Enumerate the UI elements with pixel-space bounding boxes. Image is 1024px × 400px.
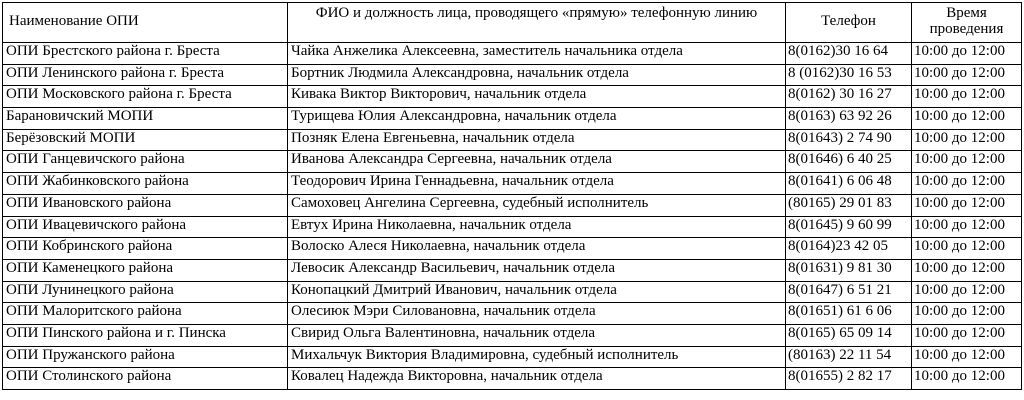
table-body — [3, 43, 1022, 390]
header-row — [3, 3, 1022, 43]
cell-person: Конопацкий Дмитрий Иванович, начальник отдела — [288, 281, 786, 303]
cell-person: Ковалец Надежда Викторовна, начальник отдела — [288, 368, 786, 390]
cell-name: ОПИ Лунинецкого района — [3, 281, 288, 303]
table-row — [3, 368, 1022, 390]
cell-name: ОПИ Пружанского района — [3, 346, 288, 368]
table-row — [3, 64, 1022, 86]
cell-phone: 8(0162) 30 16 27 — [786, 86, 912, 108]
cell-time: 10:00 до 12:00 — [912, 238, 1022, 260]
table-row — [3, 86, 1022, 108]
cell-time: 10:00 до 12:00 — [912, 108, 1022, 130]
cell-phone: (80165) 29 01 83 — [786, 194, 912, 216]
header-time: Время проведения — [912, 3, 1022, 43]
cell-time: 10:00 до 12:00 — [912, 346, 1022, 368]
cell-name: ОПИ Московского района г. Бреста — [3, 86, 288, 108]
header-person: ФИО и должность лица, проводящего «прямую» телефонную линию — [288, 3, 786, 43]
cell-person: Свирид Ольга Валентиновна, начальник отдела — [288, 324, 786, 346]
cell-time: 10:00 до 12:00 — [912, 86, 1022, 108]
table-row — [3, 129, 1022, 151]
cell-time: 10:00 до 12:00 — [912, 194, 1022, 216]
cell-name: ОПИ Каменецкого района — [3, 259, 288, 281]
cell-person: Олесиюк Мэри Силовановна, начальник отдела — [288, 303, 786, 325]
table-row — [3, 194, 1022, 216]
cell-person: Бортник Людмила Александровна, начальник отдела — [288, 64, 786, 86]
cell-phone: 8(01631) 9 81 30 — [786, 259, 912, 281]
cell-person: Волоско Алеся Николаевна, начальник отдела — [288, 238, 786, 260]
cell-time: 10:00 до 12:00 — [912, 368, 1022, 390]
table-row — [3, 108, 1022, 130]
cell-time: 10:00 до 12:00 — [912, 259, 1022, 281]
cell-time: 10:00 до 12:00 — [912, 324, 1022, 346]
table-row — [3, 43, 1022, 65]
cell-phone: 8(01655) 2 82 17 — [786, 368, 912, 390]
cell-person: Евтух Ирина Николаевна, начальник отдела — [288, 216, 786, 238]
cell-name: ОПИ Кобринского района — [3, 238, 288, 260]
cell-person: Позняк Елена Евгеньевна, начальник отдела — [288, 129, 786, 151]
cell-phone: 8(01651) 61 6 06 — [786, 303, 912, 325]
table-row — [3, 324, 1022, 346]
cell-time: 10:00 до 12:00 — [912, 281, 1022, 303]
cell-person: Теодорович Ирина Геннадьевна, начальник отдела — [288, 173, 786, 195]
cell-time: 10:00 до 12:00 — [912, 64, 1022, 86]
cell-time: 10:00 до 12:00 — [912, 151, 1022, 173]
cell-phone: 8(01643) 2 74 90 — [786, 129, 912, 151]
cell-name: ОПИ Столинского района — [3, 368, 288, 390]
cell-phone: 8(0163) 63 92 26 — [786, 108, 912, 130]
cell-person: Турищева Юлия Александровна, начальник отдела — [288, 108, 786, 130]
cell-phone: 8(0162)30 16 64 — [786, 43, 912, 65]
table-row — [3, 216, 1022, 238]
cell-phone: 8(01645) 9 60 99 — [786, 216, 912, 238]
cell-time: 10:00 до 12:00 — [912, 43, 1022, 65]
table-row — [3, 238, 1022, 260]
cell-name: Барановичский МОПИ — [3, 108, 288, 130]
table-row — [3, 173, 1022, 195]
cell-name: ОПИ Пинского района и г. Пинска — [3, 324, 288, 346]
cell-name: ОПИ Жабинковского района — [3, 173, 288, 195]
cell-name: ОПИ Ленинского района г. Бреста — [3, 64, 288, 86]
header-phone: Телефон — [786, 3, 912, 43]
hotline-schedule-table — [2, 2, 1022, 390]
header-name: Наименование ОПИ — [3, 3, 288, 43]
cell-person: Самоховец Ангелина Сергеевна, судебный исполнитель — [288, 194, 786, 216]
table-row — [3, 151, 1022, 173]
cell-phone: 8(0164)23 42 05 — [786, 238, 912, 260]
cell-person: Михальчук Виктория Владимировна, судебный исполнитель — [288, 346, 786, 368]
cell-phone: 8 (0162)30 16 53 — [786, 64, 912, 86]
cell-phone: (80163) 22 11 54 — [786, 346, 912, 368]
cell-phone: 8(01641) 6 06 48 — [786, 173, 912, 195]
table-row — [3, 259, 1022, 281]
cell-person: Кивака Виктор Викторович, начальник отдела — [288, 86, 786, 108]
cell-phone: 8(01647) 6 51 21 — [786, 281, 912, 303]
cell-name: ОПИ Малоритского района — [3, 303, 288, 325]
table-row — [3, 281, 1022, 303]
cell-time: 10:00 до 12:00 — [912, 129, 1022, 151]
table-row — [3, 303, 1022, 325]
cell-time: 10:00 до 12:00 — [912, 303, 1022, 325]
cell-name: ОПИ Брестского района г. Бреста — [3, 43, 288, 65]
cell-phone: 8(0165) 65 09 14 — [786, 324, 912, 346]
cell-time: 10:00 до 12:00 — [912, 216, 1022, 238]
table-row — [3, 346, 1022, 368]
cell-name: Берёзовский МОПИ — [3, 129, 288, 151]
cell-name: ОПИ Ивановского района — [3, 194, 288, 216]
cell-time: 10:00 до 12:00 — [912, 173, 1022, 195]
cell-person: Чайка Анжелика Алексеевна, заместитель начальника отдела — [288, 43, 786, 65]
cell-person: Левосик Александр Васильевич, начальник отдела — [288, 259, 786, 281]
cell-person: Иванова Александра Сергеевна, начальник отдела — [288, 151, 786, 173]
cell-phone: 8(01646) 6 40 25 — [786, 151, 912, 173]
cell-name: ОПИ Ивацевичского района — [3, 216, 288, 238]
cell-name: ОПИ Ганцевичского района — [3, 151, 288, 173]
